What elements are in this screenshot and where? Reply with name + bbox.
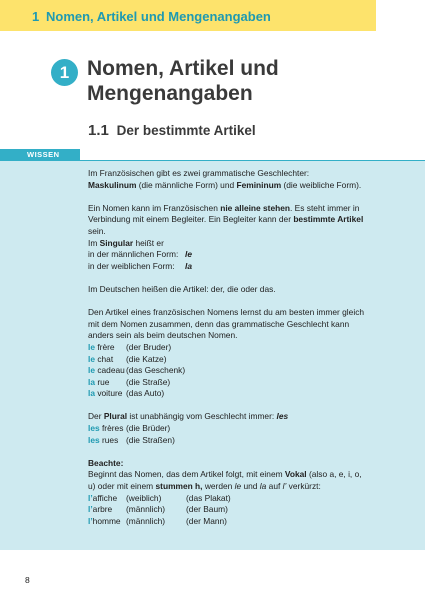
- example-row: le cadeau (das Geschenk): [88, 365, 186, 376]
- section-title: Der bestimmte Artikel: [116, 123, 256, 138]
- example-row: l’homme (männlich) (der Mann): [88, 515, 227, 526]
- paragraph-german-articles: Im Deutschen heißen die Artikel: der, die oder das.: [88, 283, 276, 294]
- running-header-title: Nomen, Artikel und Mengenangaben: [46, 9, 271, 24]
- example-row: les rues (die Straßen): [88, 434, 175, 445]
- wissen-label: WISSEN: [27, 150, 60, 159]
- example-row: les frères (die Brüder): [88, 423, 171, 434]
- masculine-form-row: in der männlichen Form: le: [88, 249, 192, 260]
- running-header-number: 1: [32, 9, 40, 24]
- note-title: Beachte:: [88, 457, 124, 468]
- paragraph-noun-companion: Ein Nomen kann im Französischen nie alleine stehen. Es steht immer in Verbindung mit einem Begleiter. Ein Begleiter kann der bestimmte Artikel sein.: [88, 202, 364, 236]
- section-number: 1.1: [88, 122, 109, 139]
- paragraph-singular: Im Singular heißt er: [88, 237, 164, 248]
- example-row: le chat (die Katze): [88, 353, 167, 364]
- chapter-title: Nomen, Artikel und Mengenangaben: [87, 57, 279, 105]
- plural-examples: [88, 423, 368, 446]
- running-header: [0, 0, 376, 31]
- example-row: le frère (der Bruder): [88, 341, 172, 352]
- example-row: la voiture (das Auto): [88, 388, 165, 399]
- paragraph-plural: Der Plural ist unabhängig vom Geschlecht immer: les: [88, 411, 289, 422]
- example-row: l’affiche (weiblich) (das Plakat): [88, 492, 231, 503]
- section-heading: [88, 122, 256, 139]
- note-text: Beginnt das Nomen, das dem Artikel folgt, mit einem Vokal (also a, e, i, o, u) oder mit einem stummen h, werden le und la auf l’ verkürzt:: [88, 469, 362, 492]
- singular-examples: [88, 342, 368, 400]
- wissen-label-tab: [0, 149, 80, 161]
- chapter-number-badge: 1: [51, 59, 78, 86]
- paragraph-learn-tip: Den Artikel eines französischen Nomens lernst du am besten immer gleich mit dem Nomen zusammen, denn das grammatische Geschlecht kann anders sein als beim deutschen Nomen.: [88, 307, 365, 341]
- paragraph-genders: Im Französischen gibt es zwei grammatische Geschlechter: Maskulinum (die männliche Form) und Femininum (die weibliche Form).: [88, 168, 362, 190]
- elision-examples: [88, 493, 368, 528]
- example-row: la rue (die Straße): [88, 376, 171, 387]
- page-number: 8: [25, 575, 30, 585]
- example-row: l’arbre (männlich) (der Baum): [88, 504, 228, 515]
- feminine-form-row: in der weiblichen Form: la: [88, 260, 192, 271]
- knowledge-text: [88, 168, 368, 527]
